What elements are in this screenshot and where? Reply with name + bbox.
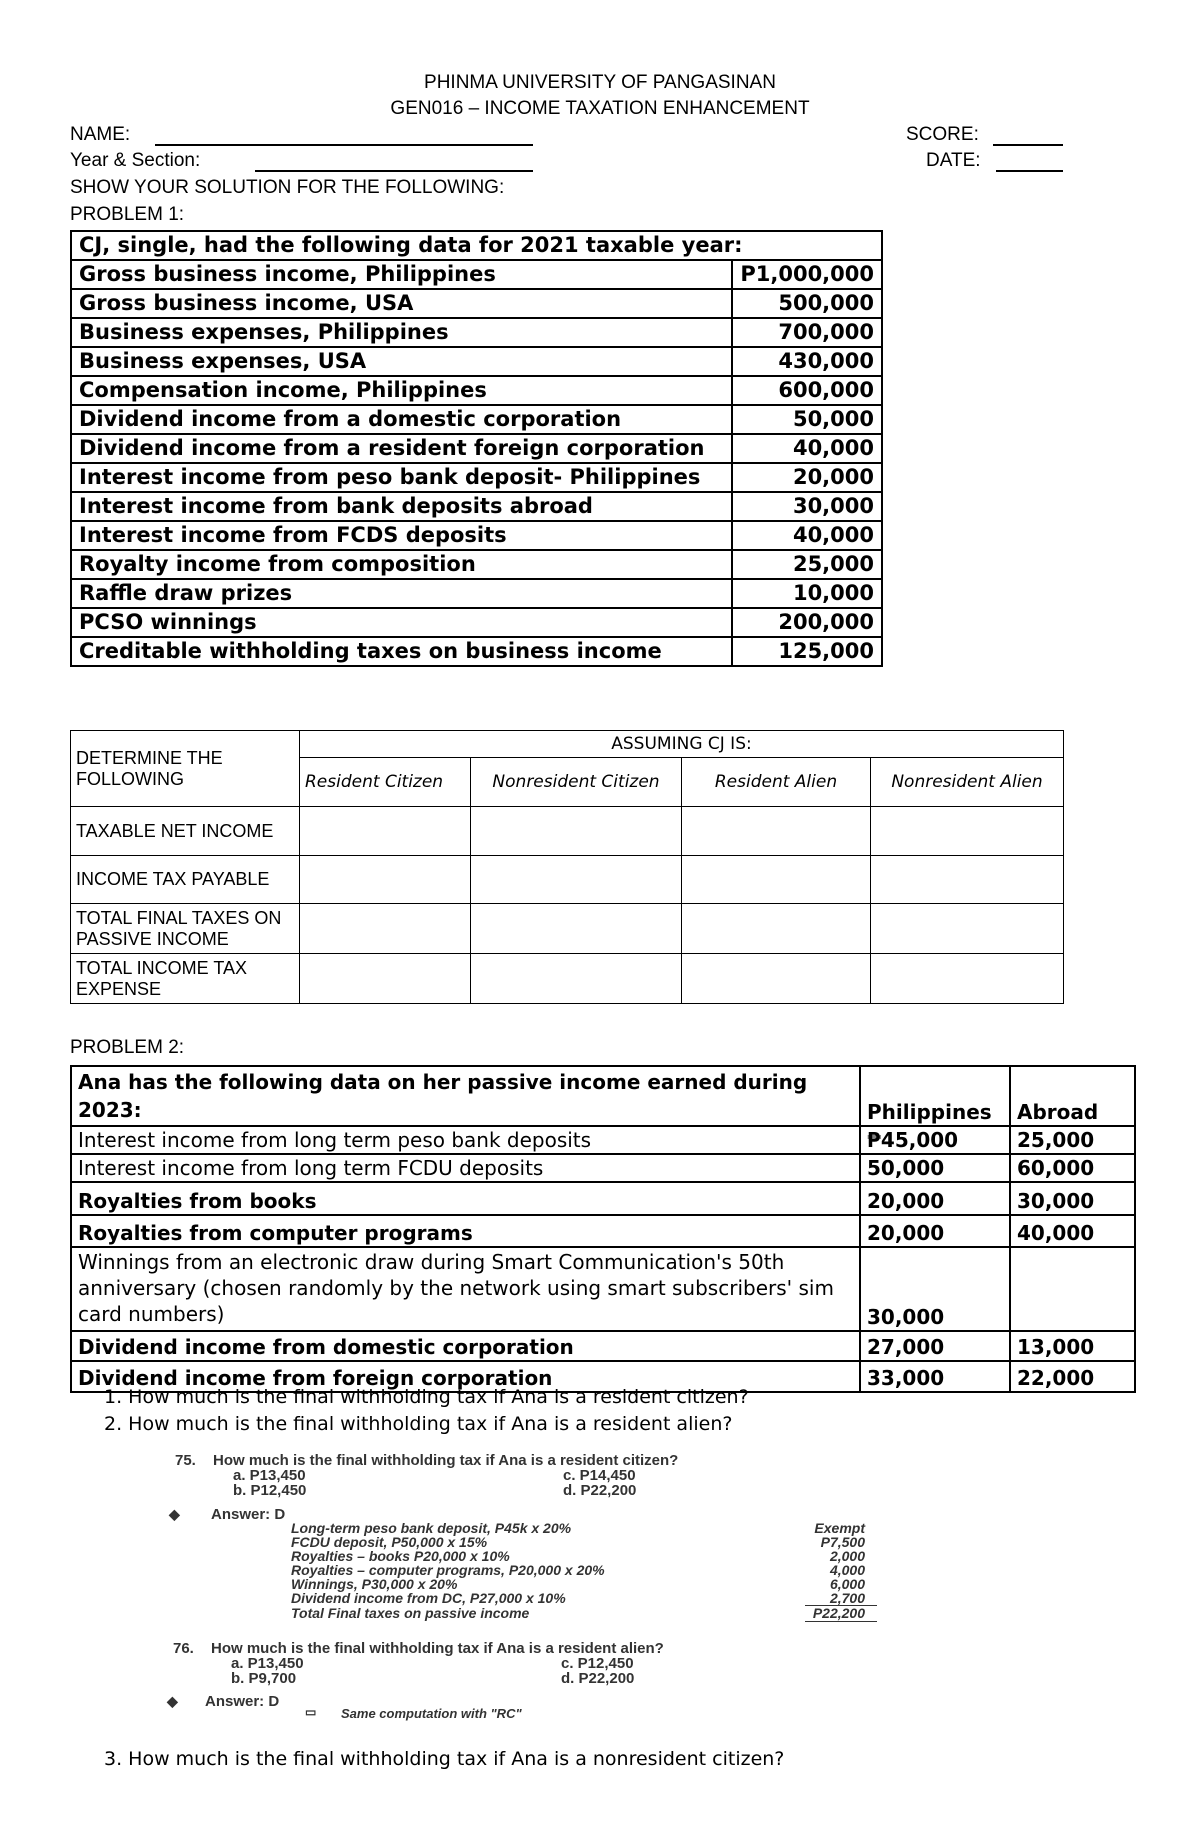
q75-text: How much is the final withholding tax if Ana is a resident citizen? (213, 1452, 679, 1469)
answer-cell[interactable] (682, 904, 871, 954)
computation-label: Dividend income from DC, P27,000 x 10% (291, 1590, 566, 1606)
row-abroad: 22,000 (1010, 1361, 1135, 1392)
row-ph: 30,000 (860, 1247, 1010, 1331)
row-label: Royalties from books (71, 1182, 860, 1215)
computation-label: FCDU deposit, P50,000 x 15% (291, 1534, 488, 1550)
answer-cell[interactable] (300, 856, 471, 904)
row-label: Business expenses, USA (71, 347, 732, 376)
table-row (71, 1126, 1135, 1154)
col-abroad: Abroad (1010, 1066, 1135, 1126)
q75-number: 75. (175, 1452, 196, 1469)
table-row (71, 904, 1064, 954)
table-row (71, 347, 882, 376)
problem1-data-table (70, 230, 883, 667)
row-amount: 125,000 (732, 637, 882, 666)
row-label: Gross business income, USA (71, 289, 732, 318)
q75-option-d: d. P22,200 (563, 1482, 637, 1499)
university-name: PHINMA UNIVERSITY OF PANGASINAN (424, 72, 776, 93)
row-amount: 30,000 (732, 492, 882, 521)
table-row (71, 1154, 1135, 1182)
col-resident-alien: Resident Alien (682, 758, 871, 807)
row-amount: 500,000 (732, 289, 882, 318)
row-label: Dividend income from foreign corporation (71, 1361, 860, 1392)
row-label: Gross business income, Philippines (71, 260, 732, 289)
row-amount: 25,000 (732, 550, 882, 579)
row-ph: 50,000 (860, 1154, 1010, 1182)
table-row (71, 637, 882, 666)
computation-value: 4,000 (829, 1562, 865, 1578)
row-amount: 50,000 (732, 405, 882, 434)
row-amount: 700,000 (732, 318, 882, 347)
answer-cell[interactable] (471, 856, 682, 904)
row-label: Interest income from FCDS deposits (71, 521, 732, 550)
q76-option-c: c. P12,450 (561, 1655, 634, 1672)
row-taxable-net-income: TAXABLE NET INCOME (71, 807, 300, 856)
row-ph: 20,000 (860, 1182, 1010, 1215)
table-row (71, 492, 882, 521)
problem2-intro: Ana has the following data on her passive income earned during 2023: (71, 1066, 860, 1126)
q76-number: 76. (173, 1640, 194, 1657)
row-label: Royalties from computer programs (71, 1215, 860, 1247)
answer-table (70, 730, 1064, 1004)
table-row (71, 318, 882, 347)
answer-cell[interactable] (871, 807, 1064, 856)
computation-total-value: P22,200 (812, 1605, 865, 1621)
answer-cell[interactable] (471, 807, 682, 856)
table-row (71, 260, 882, 289)
q76-text: How much is the final withholding tax if Ana is a resident alien? (211, 1640, 664, 1657)
table-row (71, 1066, 1135, 1126)
row-label: Business expenses, Philippines (71, 318, 732, 347)
table-row (71, 731, 1064, 758)
row-abroad: 30,000 (1010, 1182, 1135, 1215)
table-row (71, 954, 1064, 1004)
course-title: GEN016 – INCOME TAXATION ENHANCEMENT (390, 98, 810, 119)
row-label: Compensation income, Philippines (71, 376, 732, 405)
problem2-title: PROBLEM 2: (70, 1037, 185, 1058)
question-1: 1. How much is the final withholding tax if Ana is a resident citizen? (104, 1386, 749, 1408)
row-amount: 40,000 (732, 521, 882, 550)
q76-option-b: b. P9,700 (231, 1670, 297, 1687)
row-amount: 20,000 (732, 463, 882, 492)
score-label: SCORE: (906, 124, 979, 145)
score-field[interactable] (993, 124, 1063, 146)
answer-cell[interactable] (300, 807, 471, 856)
row-label: Creditable withholding taxes on business income (71, 637, 732, 666)
name-field[interactable] (155, 124, 533, 146)
answer-76: Answer: D (205, 1693, 280, 1710)
answer-cell[interactable] (871, 904, 1064, 954)
table-row (71, 608, 882, 637)
answer-cell[interactable] (300, 954, 471, 1004)
computation-value: P7,500 (820, 1534, 865, 1550)
computation-value: 6,000 (829, 1576, 865, 1592)
table-row (71, 1331, 1135, 1361)
row-label: Winnings from an electronic draw during Smart Communication's 50th anniversary (chosen randomly by the network using smart subscribers' sim card numbers) (71, 1247, 860, 1331)
row-ph: 20,000 (860, 1215, 1010, 1247)
problem1-intro: CJ, single, had the following data for 2021 taxable year: (71, 231, 882, 260)
answer-cell[interactable] (682, 856, 871, 904)
q75-option-c: c. P14,450 (563, 1467, 636, 1484)
col-resident-citizen: Resident Citizen (300, 758, 471, 807)
row-label: Interest income from long term peso bank deposits (71, 1126, 860, 1154)
table-row (71, 807, 1064, 856)
table-row (71, 463, 882, 492)
row-abroad: 40,000 (1010, 1215, 1135, 1247)
assuming-header: ASSUMING CJ IS: (300, 731, 1064, 758)
table-row (71, 550, 882, 579)
row-abroad (1010, 1247, 1135, 1331)
row-label: Raffle draw prizes (71, 579, 732, 608)
table-row (71, 405, 882, 434)
answer-cell[interactable] (871, 954, 1064, 1004)
same-computation-note: Same computation with "RC" (341, 1706, 522, 1721)
row-amount: 600,000 (732, 376, 882, 405)
col-nonresident-alien: Nonresident Alien (871, 758, 1064, 807)
problem2-data-table (70, 1065, 1136, 1393)
row-label: Interest income from peso bank deposit- Philippines (71, 463, 732, 492)
row-abroad: 60,000 (1010, 1154, 1135, 1182)
table-row (71, 1247, 1135, 1331)
row-amount: P1,000,000 (732, 260, 882, 289)
answer-cell[interactable] (471, 954, 682, 1004)
computation-label: Royalties – computer programs, P20,000 x 20% (291, 1562, 605, 1578)
row-amount: 40,000 (732, 434, 882, 463)
computation-total-label: Total Final taxes on passive income (291, 1605, 530, 1621)
col-philippines: Philippines (860, 1066, 1010, 1126)
row-label: Interest income from bank deposits abroad (71, 492, 732, 521)
row-amount: 430,000 (732, 347, 882, 376)
row-label: Dividend income from a resident foreign corporation (71, 434, 732, 463)
computation-label: Long-term peso bank deposit, P45k x 20% (291, 1520, 572, 1536)
computation-value: Exempt (814, 1520, 865, 1536)
name-label: NAME: (70, 124, 131, 145)
q75-option-b: b. P12,450 (233, 1482, 307, 1499)
table-row (71, 434, 882, 463)
table-row (71, 1215, 1135, 1247)
row-amount: 200,000 (732, 608, 882, 637)
computation-value: 2,700 (829, 1590, 865, 1606)
year-section-label: Year & Section: (70, 150, 201, 171)
table-row (71, 289, 882, 318)
row-label: PCSO winnings (71, 608, 732, 637)
question-2: 2. How much is the final withholding tax if Ana is a resident alien? (104, 1413, 733, 1435)
determine-header: DETERMINE THE FOLLOWING (71, 731, 300, 807)
table-row (71, 231, 882, 260)
row-ph: 33,000 (860, 1361, 1010, 1392)
answer-cell[interactable] (471, 904, 682, 954)
instruction: SHOW YOUR SOLUTION FOR THE FOLLOWING: (70, 177, 505, 198)
answer-cell[interactable] (682, 954, 871, 1004)
year-section-field[interactable] (255, 150, 533, 172)
table-row (71, 579, 882, 608)
row-label: Royalty income from composition (71, 550, 732, 579)
table-row (71, 376, 882, 405)
computation-value: 2,000 (829, 1548, 865, 1564)
table-row (71, 856, 1064, 904)
row-abroad: 13,000 (1010, 1331, 1135, 1361)
col-nonresident-citizen: Nonresident Citizen (471, 758, 682, 807)
row-label: Dividend income from a domestic corporation (71, 405, 732, 434)
row-total-final-taxes: TOTAL FINAL TAXES ON PASSIVE INCOME (71, 904, 300, 954)
diamond-bullet-icon: ◆ (167, 1693, 178, 1709)
row-ph: 27,000 (860, 1331, 1010, 1361)
table-row (71, 521, 882, 550)
row-total-income-tax-expense: TOTAL INCOME TAX EXPENSE (71, 954, 300, 1004)
table-row (71, 1182, 1135, 1215)
date-field[interactable] (996, 150, 1063, 172)
row-amount: 10,000 (732, 579, 882, 608)
question-3: 3. How much is the final withholding tax if Ana is a nonresident citizen? (104, 1748, 785, 1770)
answer-75: Answer: D (211, 1506, 286, 1523)
date-label: DATE: (926, 150, 981, 171)
row-abroad: 25,000 (1010, 1126, 1135, 1154)
row-label: Dividend income from domestic corporation (71, 1331, 860, 1361)
answer-cell[interactable] (682, 807, 871, 856)
row-label: Interest income from long term FCDU deposits (71, 1154, 860, 1182)
scanned-answer-key (145, 1450, 935, 1721)
total-double-underline (805, 1621, 877, 1622)
diamond-bullet-icon: ◆ (169, 1506, 180, 1522)
book-icon: ▭ (305, 1705, 317, 1719)
q75-option-a: a. P13,450 (233, 1467, 306, 1484)
q76-option-d: d. P22,200 (561, 1670, 635, 1687)
computation-label: Winnings, P30,000 x 20% (291, 1576, 458, 1592)
problem1-title: PROBLEM 1: (70, 204, 185, 225)
answer-cell[interactable] (871, 856, 1064, 904)
answer-cell[interactable] (300, 904, 471, 954)
computation-label: Royalties – books P20,000 x 10% (291, 1548, 510, 1564)
row-ph: ₱45,000 (860, 1126, 1010, 1154)
row-income-tax-payable: INCOME TAX PAYABLE (71, 856, 300, 904)
q76-option-a: a. P13,450 (231, 1655, 304, 1672)
